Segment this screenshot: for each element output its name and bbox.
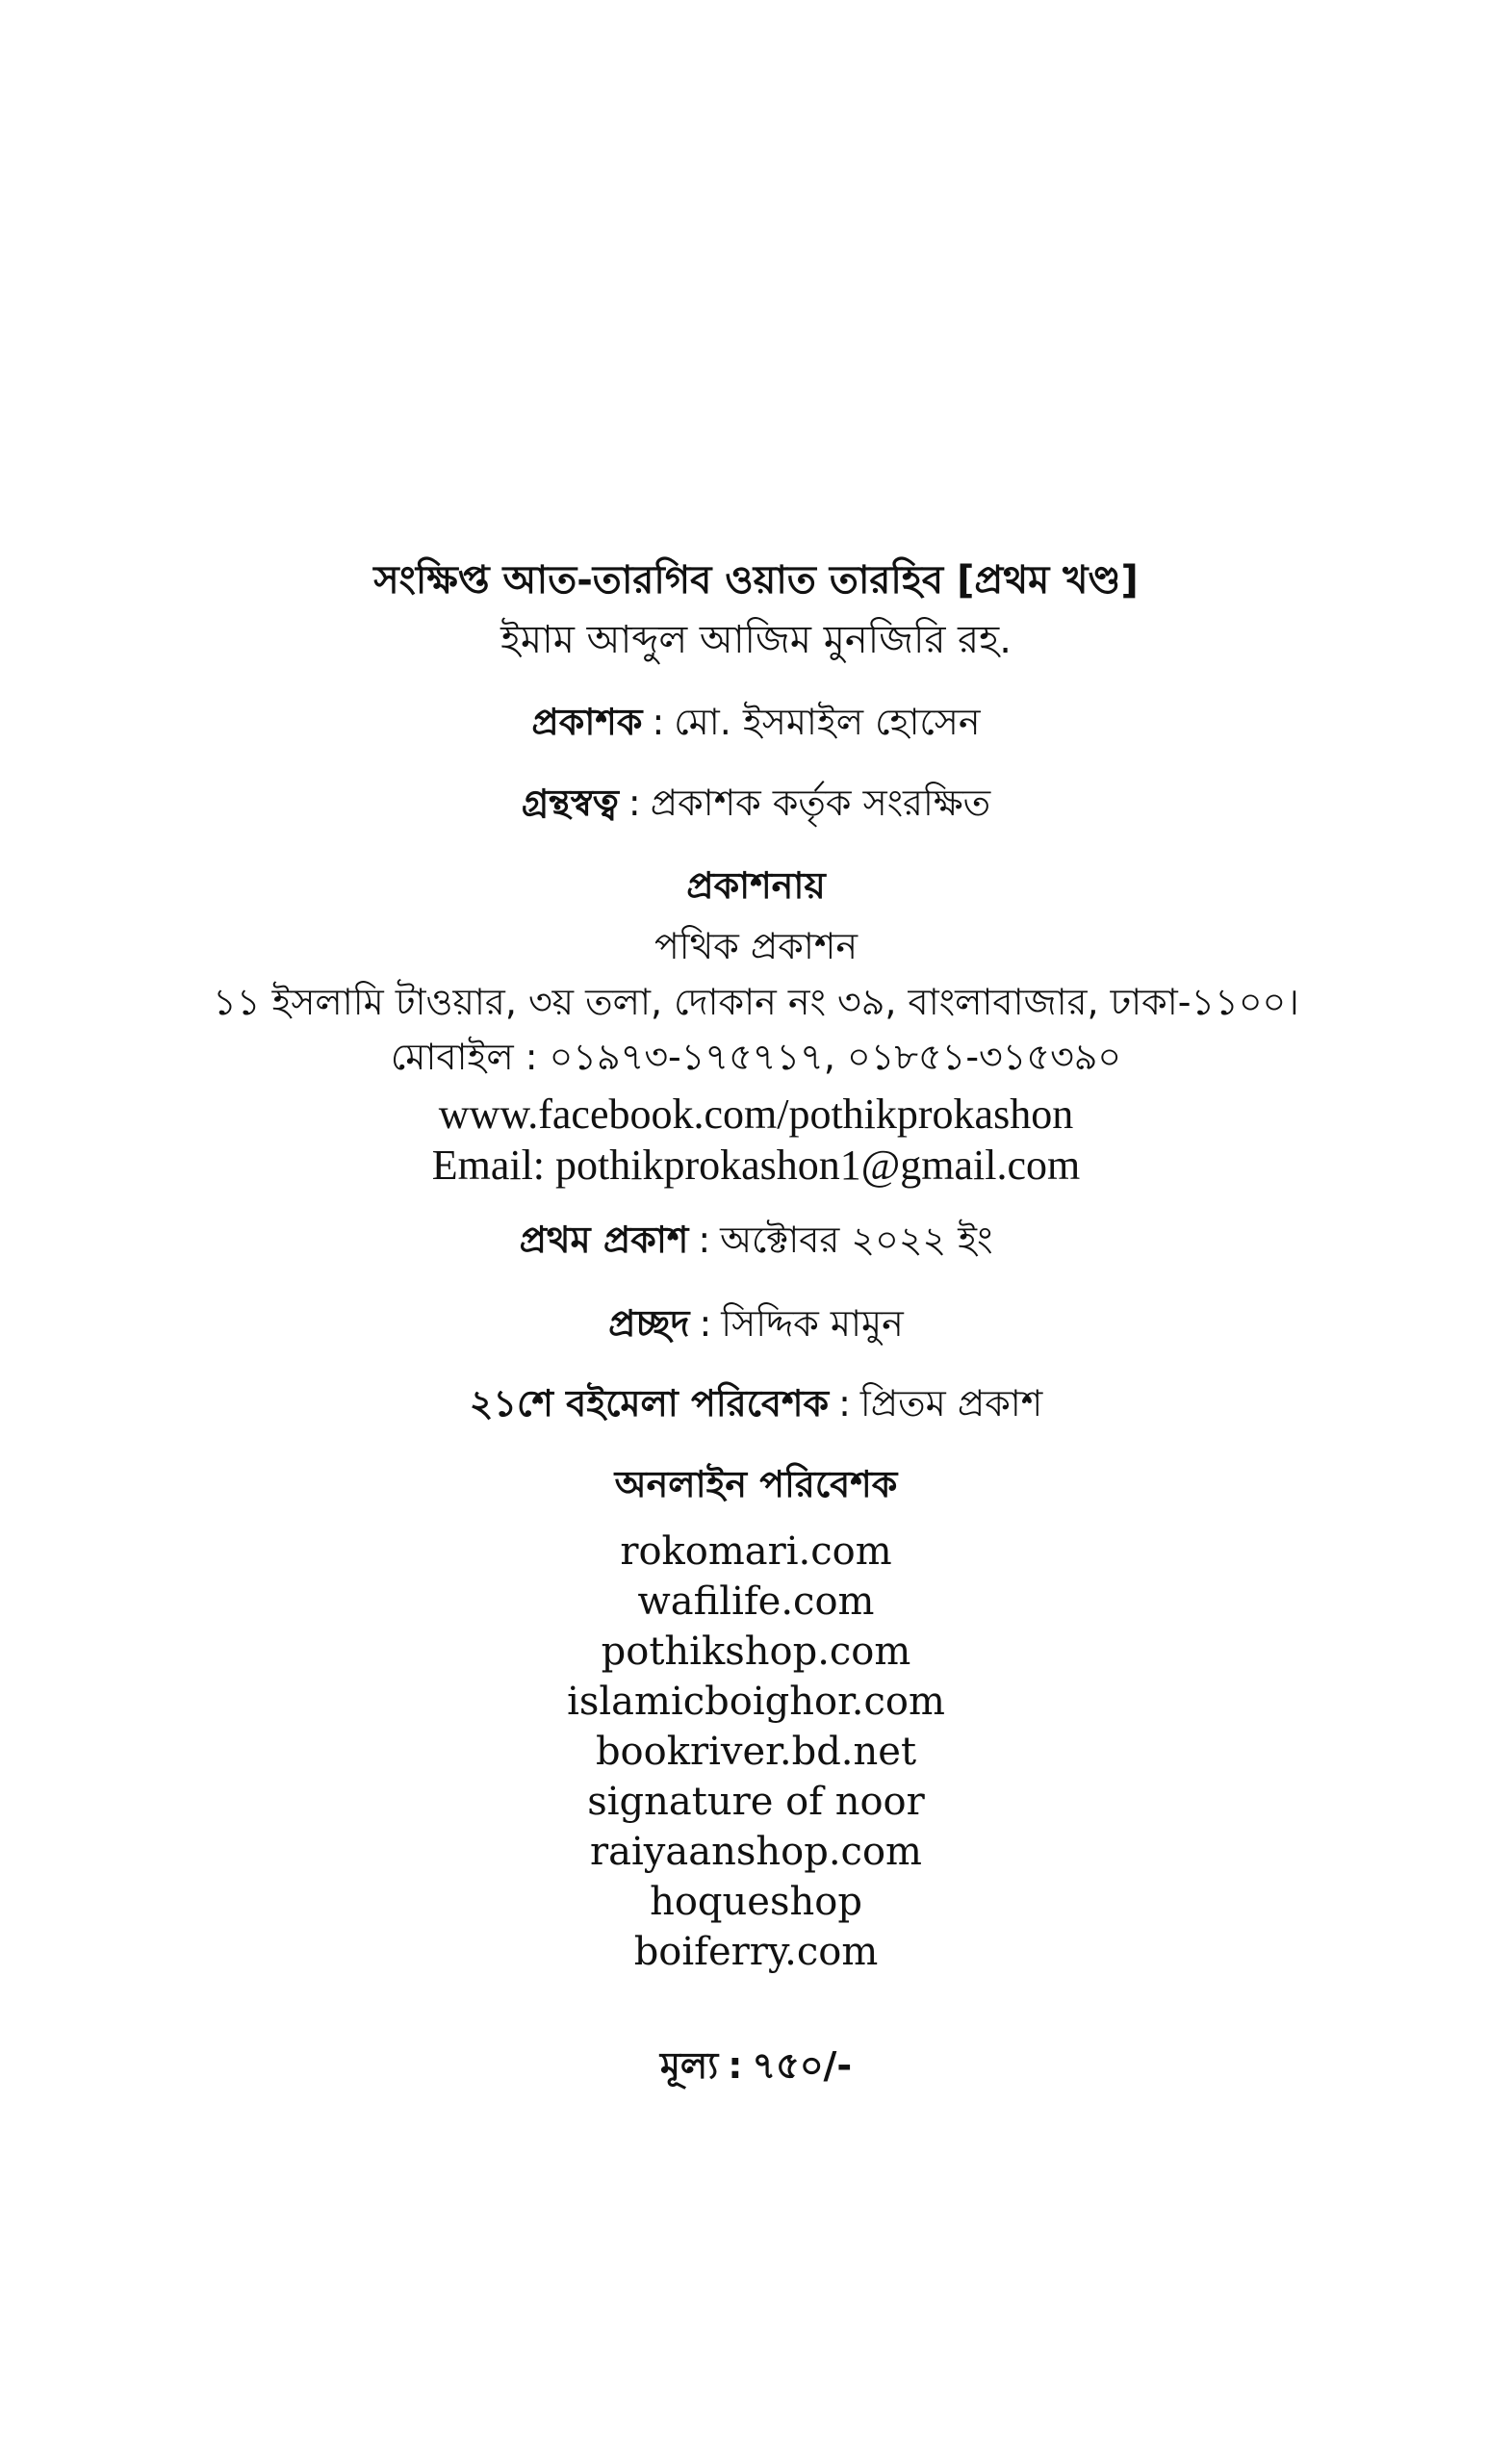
online-distributor-item: islamicboighor.com xyxy=(567,1680,945,1724)
separator: : xyxy=(699,1302,712,1345)
book-fair-distributor-value: প্রিতম প্রকাশ xyxy=(859,1382,1043,1424)
online-distributor-item: raiyaanshop.com xyxy=(590,1830,922,1874)
separator: : xyxy=(698,1219,711,1261)
separator: : xyxy=(628,782,641,824)
separator: : xyxy=(652,701,665,743)
copyright-label: গ্রন্থস্বত্ব xyxy=(521,782,619,824)
price-label: মূল্য xyxy=(659,2044,719,2087)
online-distributor-item: boiferry.com xyxy=(633,1930,879,1974)
separator: : xyxy=(838,1382,851,1424)
publication-heading: প্রকাশনায় xyxy=(686,864,826,907)
online-distributor-item: wafilife.com xyxy=(637,1579,875,1624)
publisher-label: প্রকাশক xyxy=(531,701,643,743)
copyright-line xyxy=(0,782,1512,824)
publication-email: Email: pothikprokashon1@gmail.com xyxy=(431,1142,1081,1189)
publication-address: ১১ ইসলামি টাওয়ার, ৩য় তলা, দোকান নং ৩৯, বাংলাবাজার, ঢাকা-১১০০। xyxy=(213,981,1299,1023)
publication-facebook: www.facebook.com/pothikprokashon xyxy=(438,1091,1074,1138)
book-fair-distributor-line xyxy=(0,1382,1512,1424)
publication-mobile: মোবাইল : ০১৯৭৩-১৭৫৭১৭, ০১৮৫১-৩১৫৩৯০ xyxy=(390,1036,1122,1078)
cover-value: সিদ্দিক মামুন xyxy=(721,1302,904,1345)
cover-line xyxy=(0,1302,1512,1345)
publisher-line xyxy=(0,701,1512,743)
book-fair-distributor-label: ২১শে বইমেলা পরিবেশক xyxy=(469,1382,830,1424)
first-edition-label: প্রথম প্রকাশ xyxy=(519,1219,689,1261)
online-distributor-item: bookriver.bd.net xyxy=(595,1730,917,1774)
first-edition-value: অক্টোবর ২০২২ ইং xyxy=(720,1219,993,1261)
online-distributor-item: rokomari.com xyxy=(620,1529,892,1574)
first-edition-line xyxy=(0,1219,1512,1261)
online-distributor-item: signature of noor xyxy=(587,1780,925,1824)
book-author: ইমাম আব্দুল আজিম মুনজিরি রহ. xyxy=(500,618,1012,662)
cover-label: প্রচ্ছদ xyxy=(608,1302,690,1345)
price-line xyxy=(0,2044,1512,2087)
online-distributors-heading: অনলাইন পরিবেশক xyxy=(614,1463,898,1505)
separator: : xyxy=(728,2044,743,2087)
price-value: ৭৫০/- xyxy=(752,2044,853,2087)
online-distributor-item: hoqueshop xyxy=(650,1880,862,1924)
copyright-value: প্রকাশক কর্তৃক সংরক্ষিত xyxy=(650,782,991,824)
publication-name: পথিক প্রকাশন xyxy=(653,925,859,967)
online-distributor-item: pothikshop.com xyxy=(601,1630,911,1674)
book-title: সংক্ষিপ্ত আত-তারগিব ওয়াত তারহিব [প্রথম খণ্ড] xyxy=(373,558,1139,603)
publisher-value: মো. ইসমাইল হোসেন xyxy=(674,701,981,743)
